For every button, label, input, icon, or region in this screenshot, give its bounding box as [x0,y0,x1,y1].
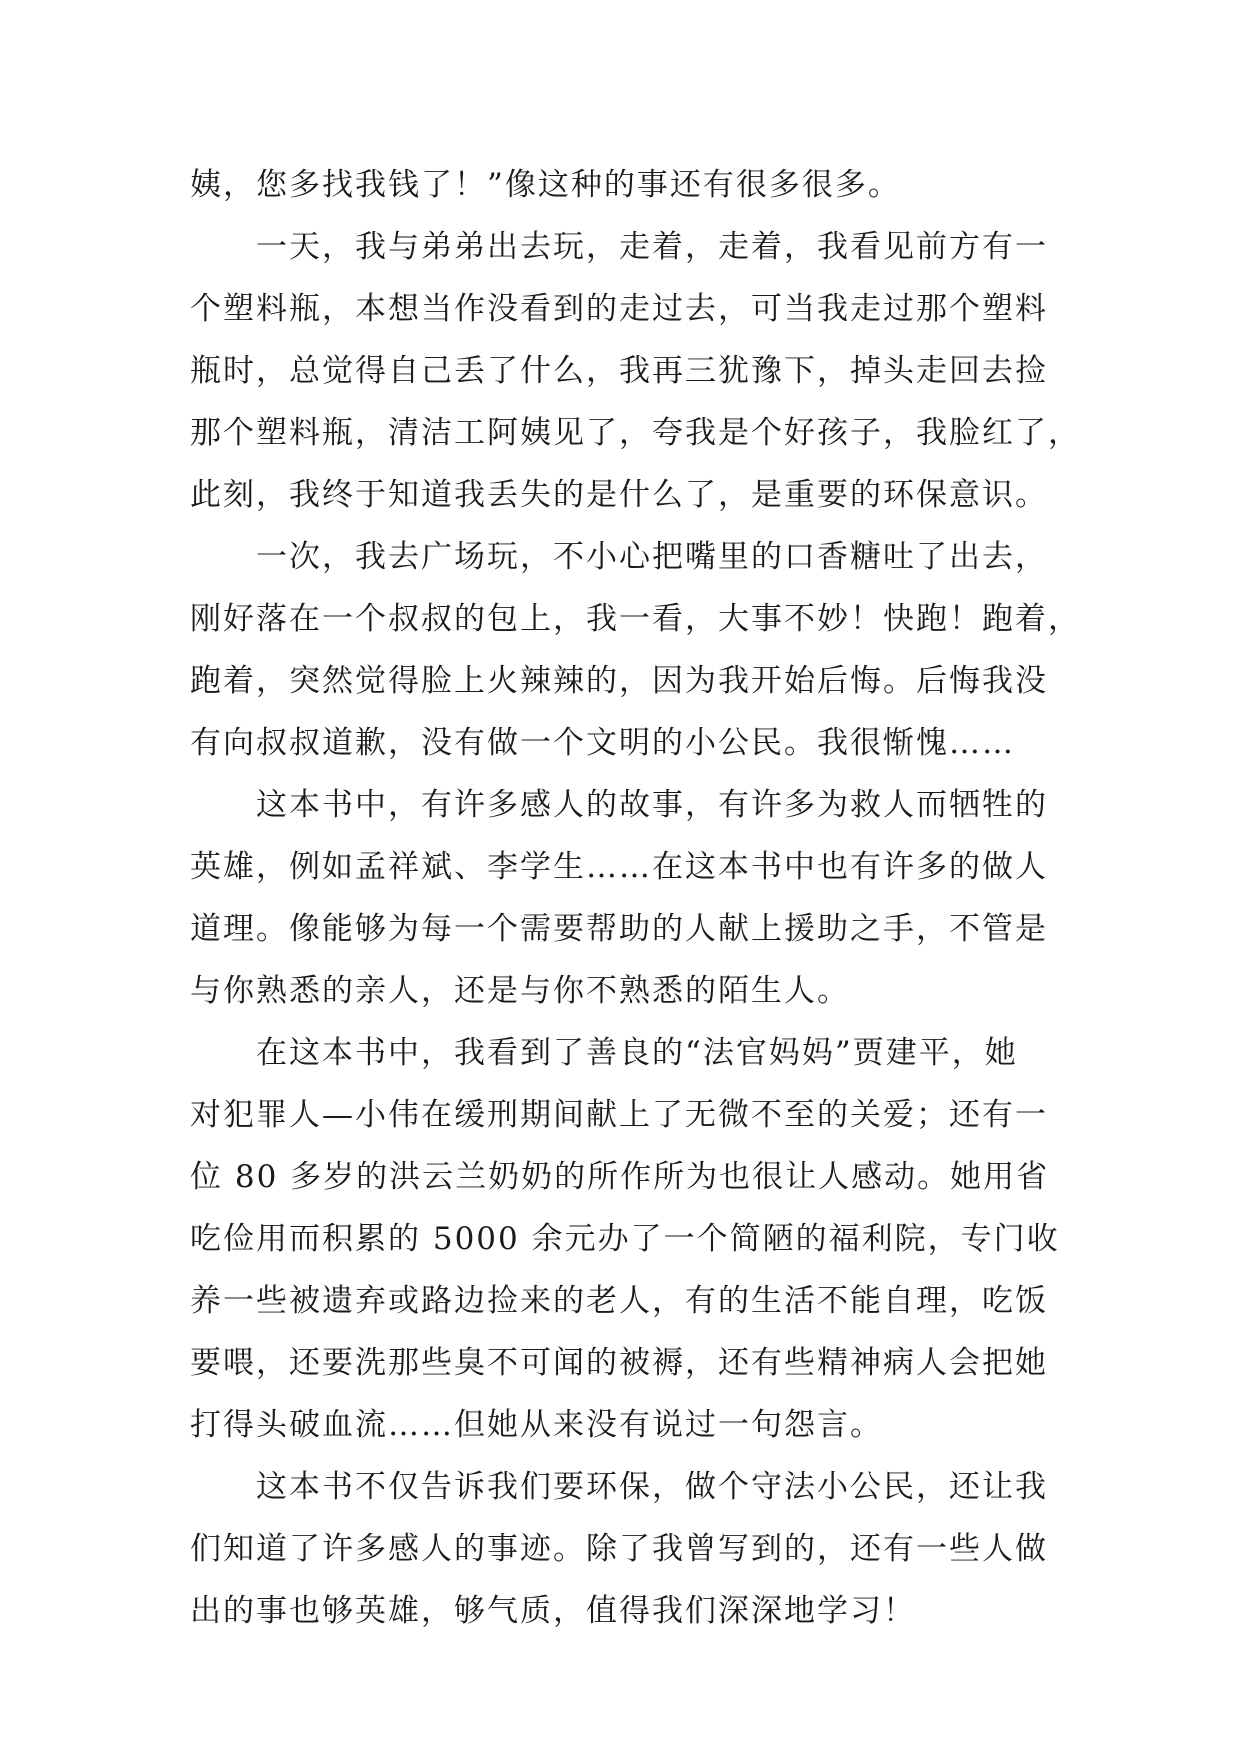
text-line: 养一些被遗弃或路边捡来的老人，有的生活不能自理，吃饭 [190,1283,1048,1319]
text-line: 刚好落在一个叔叔的包上，我一看，大事不妙！快跑！跑着， [190,601,1081,637]
text-line: 一次，我去广场玩，不小心把嘴里的口香糖吐了出去， [190,539,1048,575]
text-line: 出的事也够英雄，够气质，值得我们深深地学习！ [190,1593,916,1629]
text-line: 那个塑料瓶，清洁工阿姨见了，夸我是个好孩子，我脸红了， [190,415,1081,451]
text-line: 此刻，我终于知道我丢失的是什么了，是重要的环保意识。 [190,477,1048,513]
text-line: 个塑料瓶，本想当作没看到的走过去，可当我走过那个塑料 [190,291,1048,327]
text-line: 姨，您多找我钱了！”像这种的事还有很多很多。 [190,167,901,203]
text-line: 道理。像能够为每一个需要帮助的人献上援助之手，不管是 [190,911,1048,947]
text-line: 一天，我与弟弟出去玩，走着，走着，我看见前方有一 [190,229,1048,265]
text-line: 有向叔叔道歉，没有做一个文明的小公民。我很惭愧…… [190,725,1015,761]
text-line: 瓶时，总觉得自己丢了什么，我再三犹豫下，掉头走回去捡 [190,353,1048,389]
text-line: 位 80 多岁的洪云兰奶奶的所作所为也很让人感动。她用省 [190,1159,1050,1195]
text-line: 这本书中，有许多感人的故事，有许多为救人而牺牲的 [190,787,1048,823]
text-line: 对犯罪人—小伟在缓刑期间献上了无微不至的关爱；还有一 [190,1097,1048,1133]
text-line: 跑着，突然觉得脸上火辣辣的，因为我开始后悔。后悔我没 [190,663,1048,699]
text-line: 要喂，还要洗那些臭不可闻的被褥，还有些精神病人会把她 [190,1345,1048,1381]
text-line: 吃俭用而积累的 5000 余元办了一个简陋的福利院，专门收 [190,1221,1060,1257]
text-line: 在这本书中，我看到了善良的“法官妈妈”贾建平，她 [190,1035,1018,1071]
text-line: 这本书不仅告诉我们要环保，做个守法小公民，还让我 [190,1469,1048,1505]
text-line: 英雄，例如孟祥斌、李学生……在这本书中也有许多的做人 [190,849,1048,885]
text-line: 与你熟悉的亲人，还是与你不熟悉的陌生人。 [190,973,850,1009]
text-line: 打得头破血流……但她从来没有说过一句怨言。 [190,1407,883,1443]
text-line: 们知道了许多感人的事迹。除了我曾写到的，还有一些人做 [190,1531,1048,1567]
document-body [190,154,1081,1642]
